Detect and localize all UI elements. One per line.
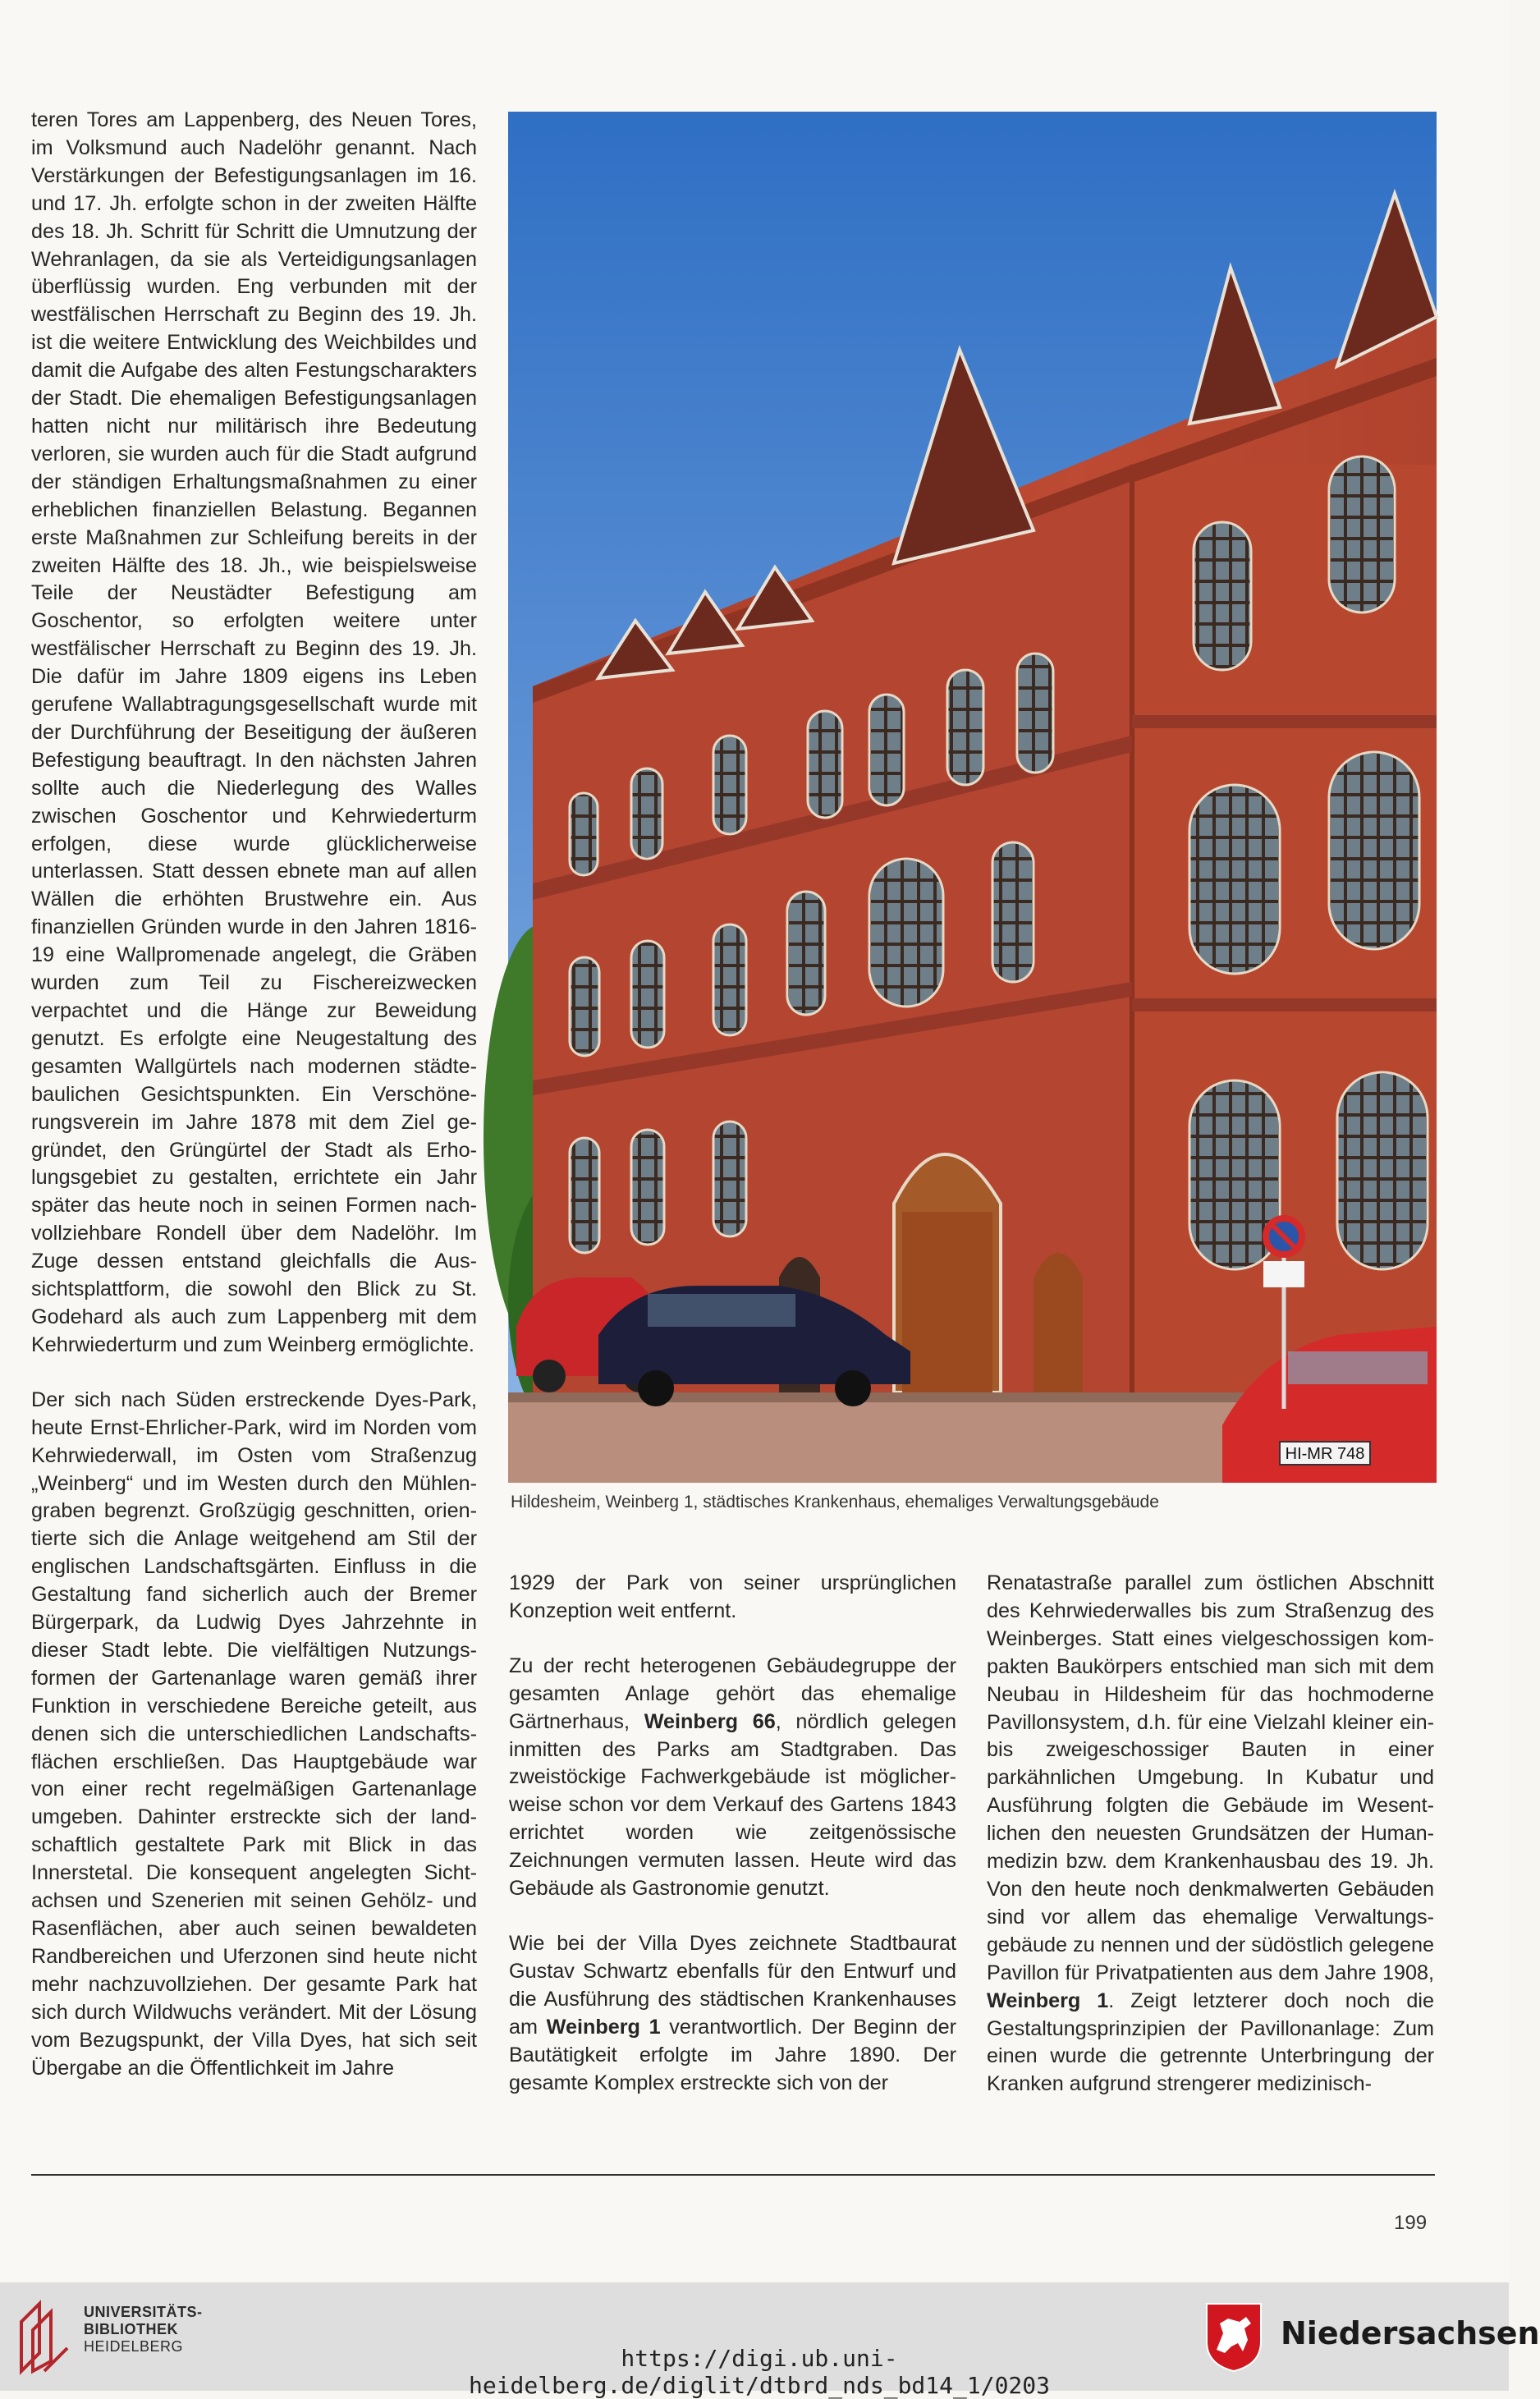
address-highlight: Weinberg 1 (987, 1988, 1109, 2012)
text-column-left (31, 107, 477, 2082)
library-name-line: UNIVERSITÄTS- (84, 2304, 203, 2320)
library-name (84, 2304, 203, 2355)
text-run: verantwortlich. Der Beginn der Bautätigkeit erfolgte im Jahre 1890. Der gesamte Komplex erstreckte sich von der (509, 2015, 956, 2094)
paragraph: Der sich nach Süden erstreckende Dyes-Park, heute Ernst-Ehrlicher-Park, wird im Norden vom Kehrwiederwall, im Osten vom Straßenzug „Weinberg“ und im Westen durch den Mühlengraben begrenzt. Großzügig geschnitten, orientierte sich die Anlage weitgehend am Stil der englischen Landschaftsgärten. Einfluss in die Gestaltung fand sicherlich auch der Bremer Bürgerpark, da Ludwig Dyes Jahrzehnte in dieser Stadt lebte. Die vielfältigen Nutzungsformen der Gartenanlage waren gemäß ihrer Funktion in verschiedene Bereiche geteilt, aus denen sich die unterschiedlichen Landschaftsflächen erschließen. Das Hauptgebäude war von einer recht regelmäßigen Gartenanlage umgeben. Dahinter erstreckte sich der landschaftlich gestaltete Park mit Blick in das Innerstetal. Die konsequent angelegten Sichtachsen und Szenerien mit seinen Gehölz- und Rasenflächen, aber auch seinen bewaldeten Randbereichen und Uferzonen sind heute nicht mehr nachzuvollziehen. Der gesamte Park hat sich durch Wildwuchs verändert. Mit der Lösung vom Bezugspunkt, der Villa Dyes, hat sich seit Übergabe an die Öffentlichkeit im Jahre (31, 1388, 477, 2080)
text-run: , nördlich gelegen inmitten des Parks am Stadtgraben. Das zweistöckige Fachwerkgebäude ist möglicherweise schon vor dem Verkauf des Gartens 1843 errichtet worden wie zeitgenössische Zeichnungen vermuten lassen. Heute wird das Gebäude als Gastronomie genutzt. (509, 1709, 956, 1901)
state-name: Niedersachsen (1281, 2315, 1540, 2351)
license-plate: HI-MR 748 (1285, 1445, 1365, 1463)
text-column-middle (509, 1570, 956, 2097)
building-photo (508, 112, 1437, 1483)
photo-caption: Hildesheim, Weinberg 1, städtisches Krankenhaus, ehemaliges Verwaltungsgebäude (511, 1493, 1159, 1511)
paragraph (987, 1570, 1434, 2099)
permalink-url[interactable]: https://digi.ub.uni-heidelberg.de/diglit/dtbrd_nds_bd14_1/0203 (468, 2345, 1050, 2399)
text-run: . Zeigt letzterer doch noch die Gestaltungsprinzipien der Pavillonanlage: Zum einen wurde die getrennte Unterbringung der Kranken aufgrund strengerer medizinisch- (987, 1988, 1434, 2096)
text-run: Renatastraße parallel zum östlichen Abschnitt des Kehrwiederwalles bis zum Straßenzug des Weinberges. Statt eines vielgeschossigen kompakten Baukörpers entschied man sich mit dem Neubau in Hildesheim für das hochmoderne Pavillonsystem, d.h. für eine Vielzahl kleiner ein- bis zweigeschossiger Bauten in einer parkähnlichen Umgebung. In Kubatur und Ausführung folgten die Gebäude im Wesentlichen den neuesten Grundsätzen der Humanmedizin bzw. dem Krankenhausbau des 19. Jh. Von den heute noch denkmalwerten Gebäuden sind vor allem das ehemalige Verwaltungsgebäude zu nennen und der südöstlich gelegene Pavillon für Privatpatienten aus dem Jahre 1908, (987, 1571, 1434, 1984)
bottom-rule (31, 2174, 1435, 2176)
paragraph (509, 1653, 956, 1903)
library-name-line: HEIDELBERG (84, 2338, 184, 2355)
text-run: Wie bei der Villa Dyes zeichnete Stadtbaurat Gustav Schwartz ebenfalls für den Entwurf und die Ausführung des städtischen Krankenhauses am (509, 1931, 956, 2039)
lower-saxony-shield-icon[interactable] (1203, 2300, 1264, 2373)
viewer-footer (0, 2282, 1540, 2399)
page-number: 199 (1394, 2212, 1428, 2234)
university-library-logo-icon[interactable] (15, 2297, 74, 2376)
paragraph: 1929 der Park von seiner ursprünglichen Konzeption weit entfernt. (509, 1571, 956, 1622)
library-name-line: BIBLIOTHEK (84, 2321, 178, 2337)
address-highlight: Weinberg 1 (546, 2015, 661, 2039)
paragraph (509, 1930, 956, 2097)
address-highlight: Weinberg 66 (644, 1709, 776, 1733)
text-column-right (987, 1570, 1434, 2099)
text-run: Zu der recht heterogenen Gebäudegruppe der gesamten Anlage gehört das ehemalige Gärtnerhaus, (509, 1654, 956, 1733)
paragraph: teren Tores am Lappenberg, des Neuen Tores, im Volksmund auch Nadelöhr genannt. Nach Verstärkungen der Befestigungsanlagen im 16. und 17. Jh. erfolgte schon in der zweiten Hälfte des 18. Jh. Schritt für Schritt die Umnutzung der Wehranlagen, da sie als Verteidigungsanlagen überflüssig wurden. Eng verbunden mit der westfälischen Herrschaft zu Beginn des 19. Jh. ist die weitere Entwicklung des Weichbildes und damit die Aufgabe des alten Festungscharakters der Stadt. Die ehemaligen Befestigungsanlagen hatten nicht nur militärisch ihre Bedeutung verloren, sie wurden auch für die Stadt aufgrund der ständigen Erhaltungsmaßnahmen zu einer erheblichen finanziellen Belastung. Begannen erste Maßnahmen zur Schleifung bereits in der zweiten Hälfte des 18. Jh., wie beispielsweise Teile der Neustädter Befestigung am Goschentor, so erfolgten weitere unter westfälischer Herrschaft zu Beginn des 19. Jh. Die dafür im Jahre 1809 eigens ins Leben gerufene Wallabtragungsgesellschaft wurde mit der Durchführung der Beseitigung der äußeren Befestigung beauftragt. In den nächsten Jahren sollte auch die Niederlegung des Walles zwischen Goschentor und Kehrwiederturm erfolgen, diese wurde glücklicherweise unterlassen. Statt dessen ebnete man auf allen Wällen die erhöhten Brustwehre ein. Aus finanziellen Gründen wurde in den Jahren 1816-19 eine Wallpromenade angelegt, die Gräben wurden zum Teil zu Fischereizwecken verpachtet und die Hänge zur Beweidung genutzt. Es erfolgte eine Neugestaltung des gesamten Wallgürtels nach modernen städtebaulichen Gesichtspunkten. Ein Verschönerungsverein im Jahre 1878 mit dem Ziel gegründet, den Grüngürtel der Stadt als Erholungsgebiet zu gestalten, errichtete ein Jahr später das heute noch in seinen Formen nachvollziehbare Rondell über dem Nadelöhr. Im Zuge dessen entstand gleichfalls die Aussichtsplattform, die sowohl den Blick zu St. Godehard als auch zum Lappenberg mit dem Kehrwiederturm und zum Weinberg ermöglichte. (31, 108, 477, 1356)
